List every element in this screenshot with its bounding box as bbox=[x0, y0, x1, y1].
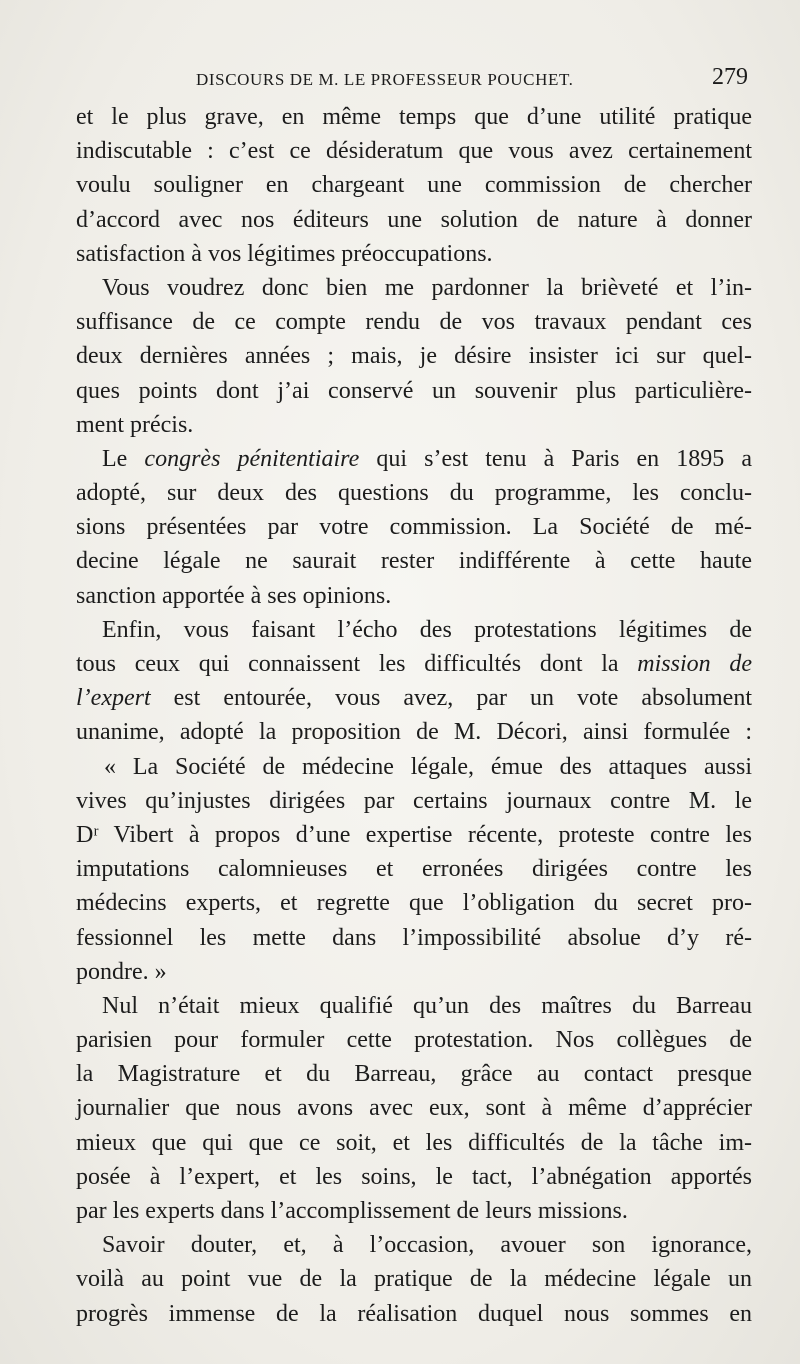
text-line: ques points dont j’ai conservé un souvenir plus particulière- bbox=[76, 377, 752, 404]
text-line: par les experts dans l’accomplissement de leurs missions. bbox=[76, 1198, 628, 1224]
text-line: la Magistrature et du Barreau, grâce au contact presque bbox=[76, 1061, 752, 1088]
running-head bbox=[196, 64, 752, 104]
running-title: DISCOURS DE M. LE PROFESSEUR POUCHET. bbox=[196, 70, 574, 89]
text-line: voilà au point vue de la pratique de la médecine légale un bbox=[76, 1266, 752, 1293]
text-line: parisien pour formuler cette protestation. Nos collègues de bbox=[76, 1027, 752, 1054]
text-line bbox=[76, 442, 752, 476]
text-line: « La Société de médecine légale, émue des attaques aussi bbox=[104, 753, 752, 780]
text-run: qui s’est tenu à Paris en 1895 a bbox=[359, 445, 753, 472]
text-line: d’accord avec nos éditeurs une solution de nature à donner bbox=[76, 206, 752, 233]
text-line: pondre. » bbox=[76, 958, 167, 985]
text-line: sanction apportée à ses opinions. bbox=[76, 582, 392, 609]
text-line: unanime, adopté la proposition de M. Décori, ainsi formulée : bbox=[76, 719, 752, 746]
text-line: ment précis. bbox=[76, 411, 194, 438]
text-line: et le plus grave, en même temps que d’une utilité pratique bbox=[76, 104, 752, 130]
text-line: médecins experts, et regrette que l’obligation du secret pro- bbox=[76, 890, 752, 917]
text-run: tous ceux qui connaissent les difficultés dont la bbox=[76, 651, 638, 677]
text-line: vives qu’injustes dirigées par certains journaux contre M. le bbox=[76, 787, 752, 814]
text-run: est entourée, vous avez, par un vote absolument bbox=[150, 685, 752, 712]
text-line bbox=[76, 647, 752, 681]
text-line: suffisance de ce compte rendu de vos travaux pendant ces bbox=[76, 309, 752, 336]
text-line bbox=[76, 681, 752, 715]
page-number: 279 bbox=[712, 64, 748, 90]
text-line: Savoir douter, et, à l’occasion, avouer son ignorance, bbox=[102, 1232, 752, 1259]
text-line: Dʳ Vibert à propos d’une expertise récente, proteste contre les bbox=[76, 821, 752, 848]
text-line: voulu souligner en chargeant une commission de chercher bbox=[76, 172, 752, 199]
italic-term: congrès pénitentiaire bbox=[144, 445, 360, 472]
text-line: adopté, sur deux des questions du programme, les conclu- bbox=[76, 480, 752, 507]
text-line: journalier que nous avons avec eux, sont à même d’apprécier bbox=[76, 1095, 752, 1122]
italic-term: mission de bbox=[637, 651, 753, 677]
text-run: Le bbox=[102, 445, 145, 472]
text-line: posée à l’expert, et les soins, le tact, l’abnégation apportés bbox=[76, 1163, 752, 1190]
text-line: progrès immense de la réalisation duquel nous sommes en bbox=[76, 1300, 752, 1327]
text-line: mieux que qui que ce soit, et les difficultés de la tâche im- bbox=[76, 1129, 752, 1156]
text-line: sions présentées par votre commission. La Société de mé- bbox=[76, 514, 752, 541]
text-line: fessionnel les mette dans l’impossibilité absolue d’y ré- bbox=[76, 924, 752, 951]
text-line: Enfin, vous faisant l’écho des protestations légitimes de bbox=[102, 616, 752, 643]
text-line: deux dernières années ; mais, je désire insister ici sur quel- bbox=[76, 343, 752, 370]
text-line: decine légale ne saurait rester indifférente à cette haute bbox=[76, 548, 752, 575]
text-line: indiscutable : c’est ce désideratum que vous avez certainement bbox=[76, 138, 752, 165]
text-line: satisfaction à vos légitimes préoccupations. bbox=[76, 240, 493, 267]
text-line: Nul n’était mieux qualifié qu’un des maîtres du Barreau bbox=[102, 992, 752, 1019]
text-line: imputations calomnieuses et erronées dirigées contre les bbox=[76, 856, 752, 883]
italic-term: l’expert bbox=[76, 685, 151, 712]
text-line: Vous voudrez donc bien me pardonner la brièveté et l’in- bbox=[102, 274, 752, 301]
body-text bbox=[76, 100, 752, 1331]
